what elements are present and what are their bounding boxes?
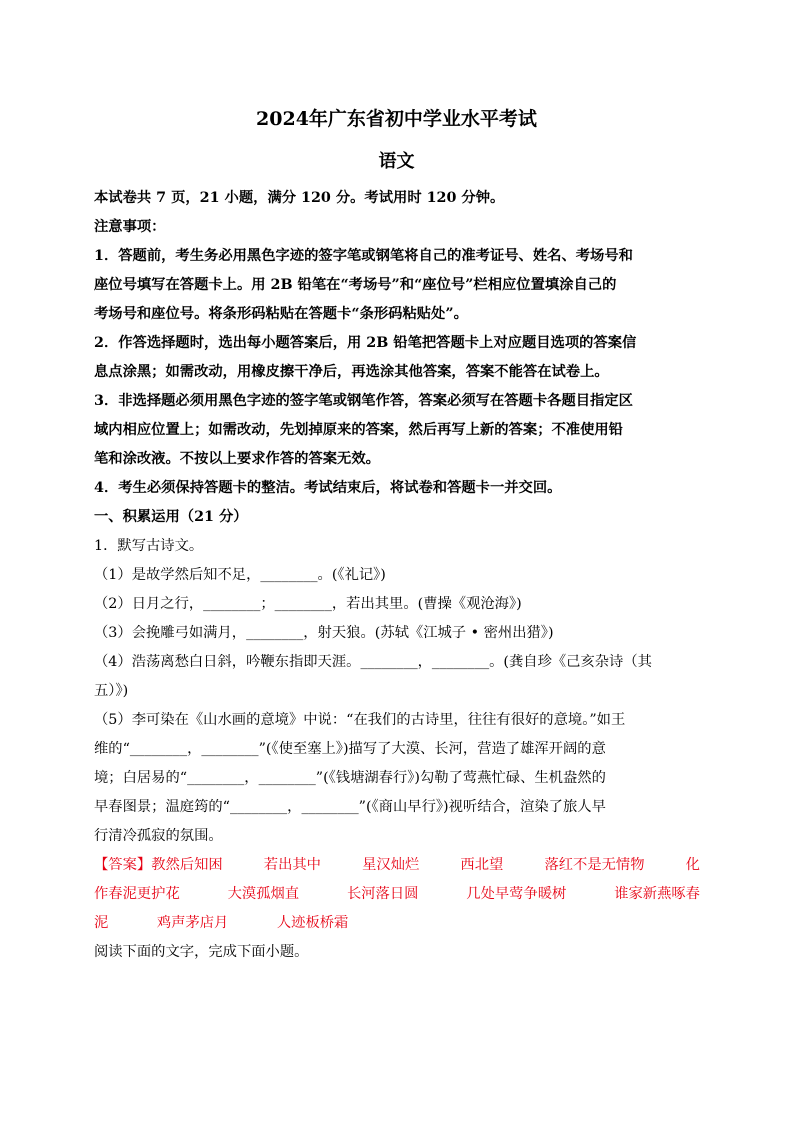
answer-row-3 <box>94 909 700 938</box>
reading-instruction: 阅读下面的文字，完成下面小题。 <box>94 944 309 960</box>
notes-heading: 注意事项： <box>94 219 166 235</box>
exam-title: 2024年广东省初中学业水平考试 <box>256 108 537 130</box>
answer-item: 化 <box>685 857 700 873</box>
sub-question-4-line-2: 五）》) <box>94 683 129 699</box>
answer-tag: 【答案】 <box>94 857 152 873</box>
exam-summary: 本试卷共 7 页，21 小题，满分 120 分。考试用时 120 分钟。 <box>94 190 505 206</box>
sub-question-4-line-1: （4）浩荡离愁白日斜，吟鞭东指即天涯。________，________。(龚自珍《己亥杂诗（其 <box>94 654 652 670</box>
answer-item: 鸡声茅店月 <box>156 915 229 931</box>
answer-row-1 <box>94 851 700 880</box>
answer-item: 长河落日圆 <box>346 886 419 902</box>
sub-question-5-line-4: 早春图景；温庭筠的“________，________”(《商山早行》)视听结合，渲染了旅人早 <box>94 799 606 815</box>
answer-item: 谁家新燕啄春 <box>614 886 700 902</box>
question-1: 1．默写古诗文。 <box>94 538 204 554</box>
answer-row-2 <box>94 880 700 909</box>
sub-question-5-line-1: （5）李可染在《山水画的意境》中说：“在我们的古诗里，往往有很好的意境。”如王 <box>94 712 626 728</box>
answer-item: 星汉灿烂 <box>362 857 420 873</box>
answer-item: 几处早莺争暖树 <box>466 886 567 902</box>
answer-item: 人迹板桥霜 <box>276 915 349 931</box>
exam-body <box>94 184 700 967</box>
answer-item: 西北望 <box>460 857 504 873</box>
note-2-line-2: 息点涂黑；如需改动，用橡皮擦干净后，再选涂其他答案，答案不能答在试卷上。 <box>94 364 609 380</box>
answer-text: 教然后知困 <box>151 857 223 873</box>
note-3-line-3: 笔和涂改液。不按以上要求作答的答案无效。 <box>94 451 380 467</box>
answer-item: 若出其中 <box>263 857 321 873</box>
answer-item: 落红不是无情物 <box>544 857 645 873</box>
note-1-line-3: 考场号和座位号。将条形码粘贴在答题卡“条形码粘贴处”。 <box>94 306 468 322</box>
sub-question-5-line-5: 行清冷孤寂的氛围。 <box>94 828 223 844</box>
answer-item: 作春泥更护花 <box>94 886 180 902</box>
sub-question-2: （2）日月之行，________；________，若出其里。(曹操《观沧海》) <box>94 596 522 612</box>
sub-question-5-line-2: 维的“________，________”(《使至塞上》)描写了大漠、长河，营造了雄浑开阔的意 <box>94 741 606 757</box>
note-3-line-2: 域内相应位置上；如需改动，先划掉原来的答案，然后再写上新的答案；不准使用铅 <box>94 422 623 438</box>
note-1-line-2: 座位号填写在答题卡上。用 2B 铅笔在“考场号”和“座位号”栏相应位置填涂自己的 <box>94 277 617 293</box>
section-heading: 一、积累运用（21 分） <box>94 509 248 525</box>
sub-question-1: （1）是故学然后知不足，________。(《礼记》) <box>94 567 386 583</box>
note-2-line-1: 2．作答选择题时，选出每小题答案后，用 2B 铅笔把答题卡上对应题目选项的答案信 <box>94 335 637 351</box>
subject-title: 语文 <box>378 151 415 172</box>
note-4-line-1: 4．考生必须保持答题卡的整洁。考试结束后，将试卷和答题卡一并交回。 <box>94 480 562 496</box>
answer-item: 大漠孤烟直 <box>227 886 300 902</box>
sub-question-5-line-3: 境；白居易的“________，________”(《钱塘湖春行》)勾勒了莺燕忙碌、生机盎然的 <box>94 770 606 786</box>
answer-item: 泥 <box>94 915 109 931</box>
answer-item <box>94 851 223 880</box>
note-3-line-1: 3．非选择题必须用黑色字迹的签字笔或钢笔作答，答案必须写在答题卡各题目指定区 <box>94 393 633 409</box>
sub-question-3: （3）会挽雕弓如满月，________，射天狼。(苏轼《江城子 • 密州出猎》) <box>94 625 554 641</box>
note-1-line-1: 1．答题前，考生务必用黑色字迹的签字笔或钢笔将自己的准考证号、姓名、考场号和 <box>94 248 633 264</box>
